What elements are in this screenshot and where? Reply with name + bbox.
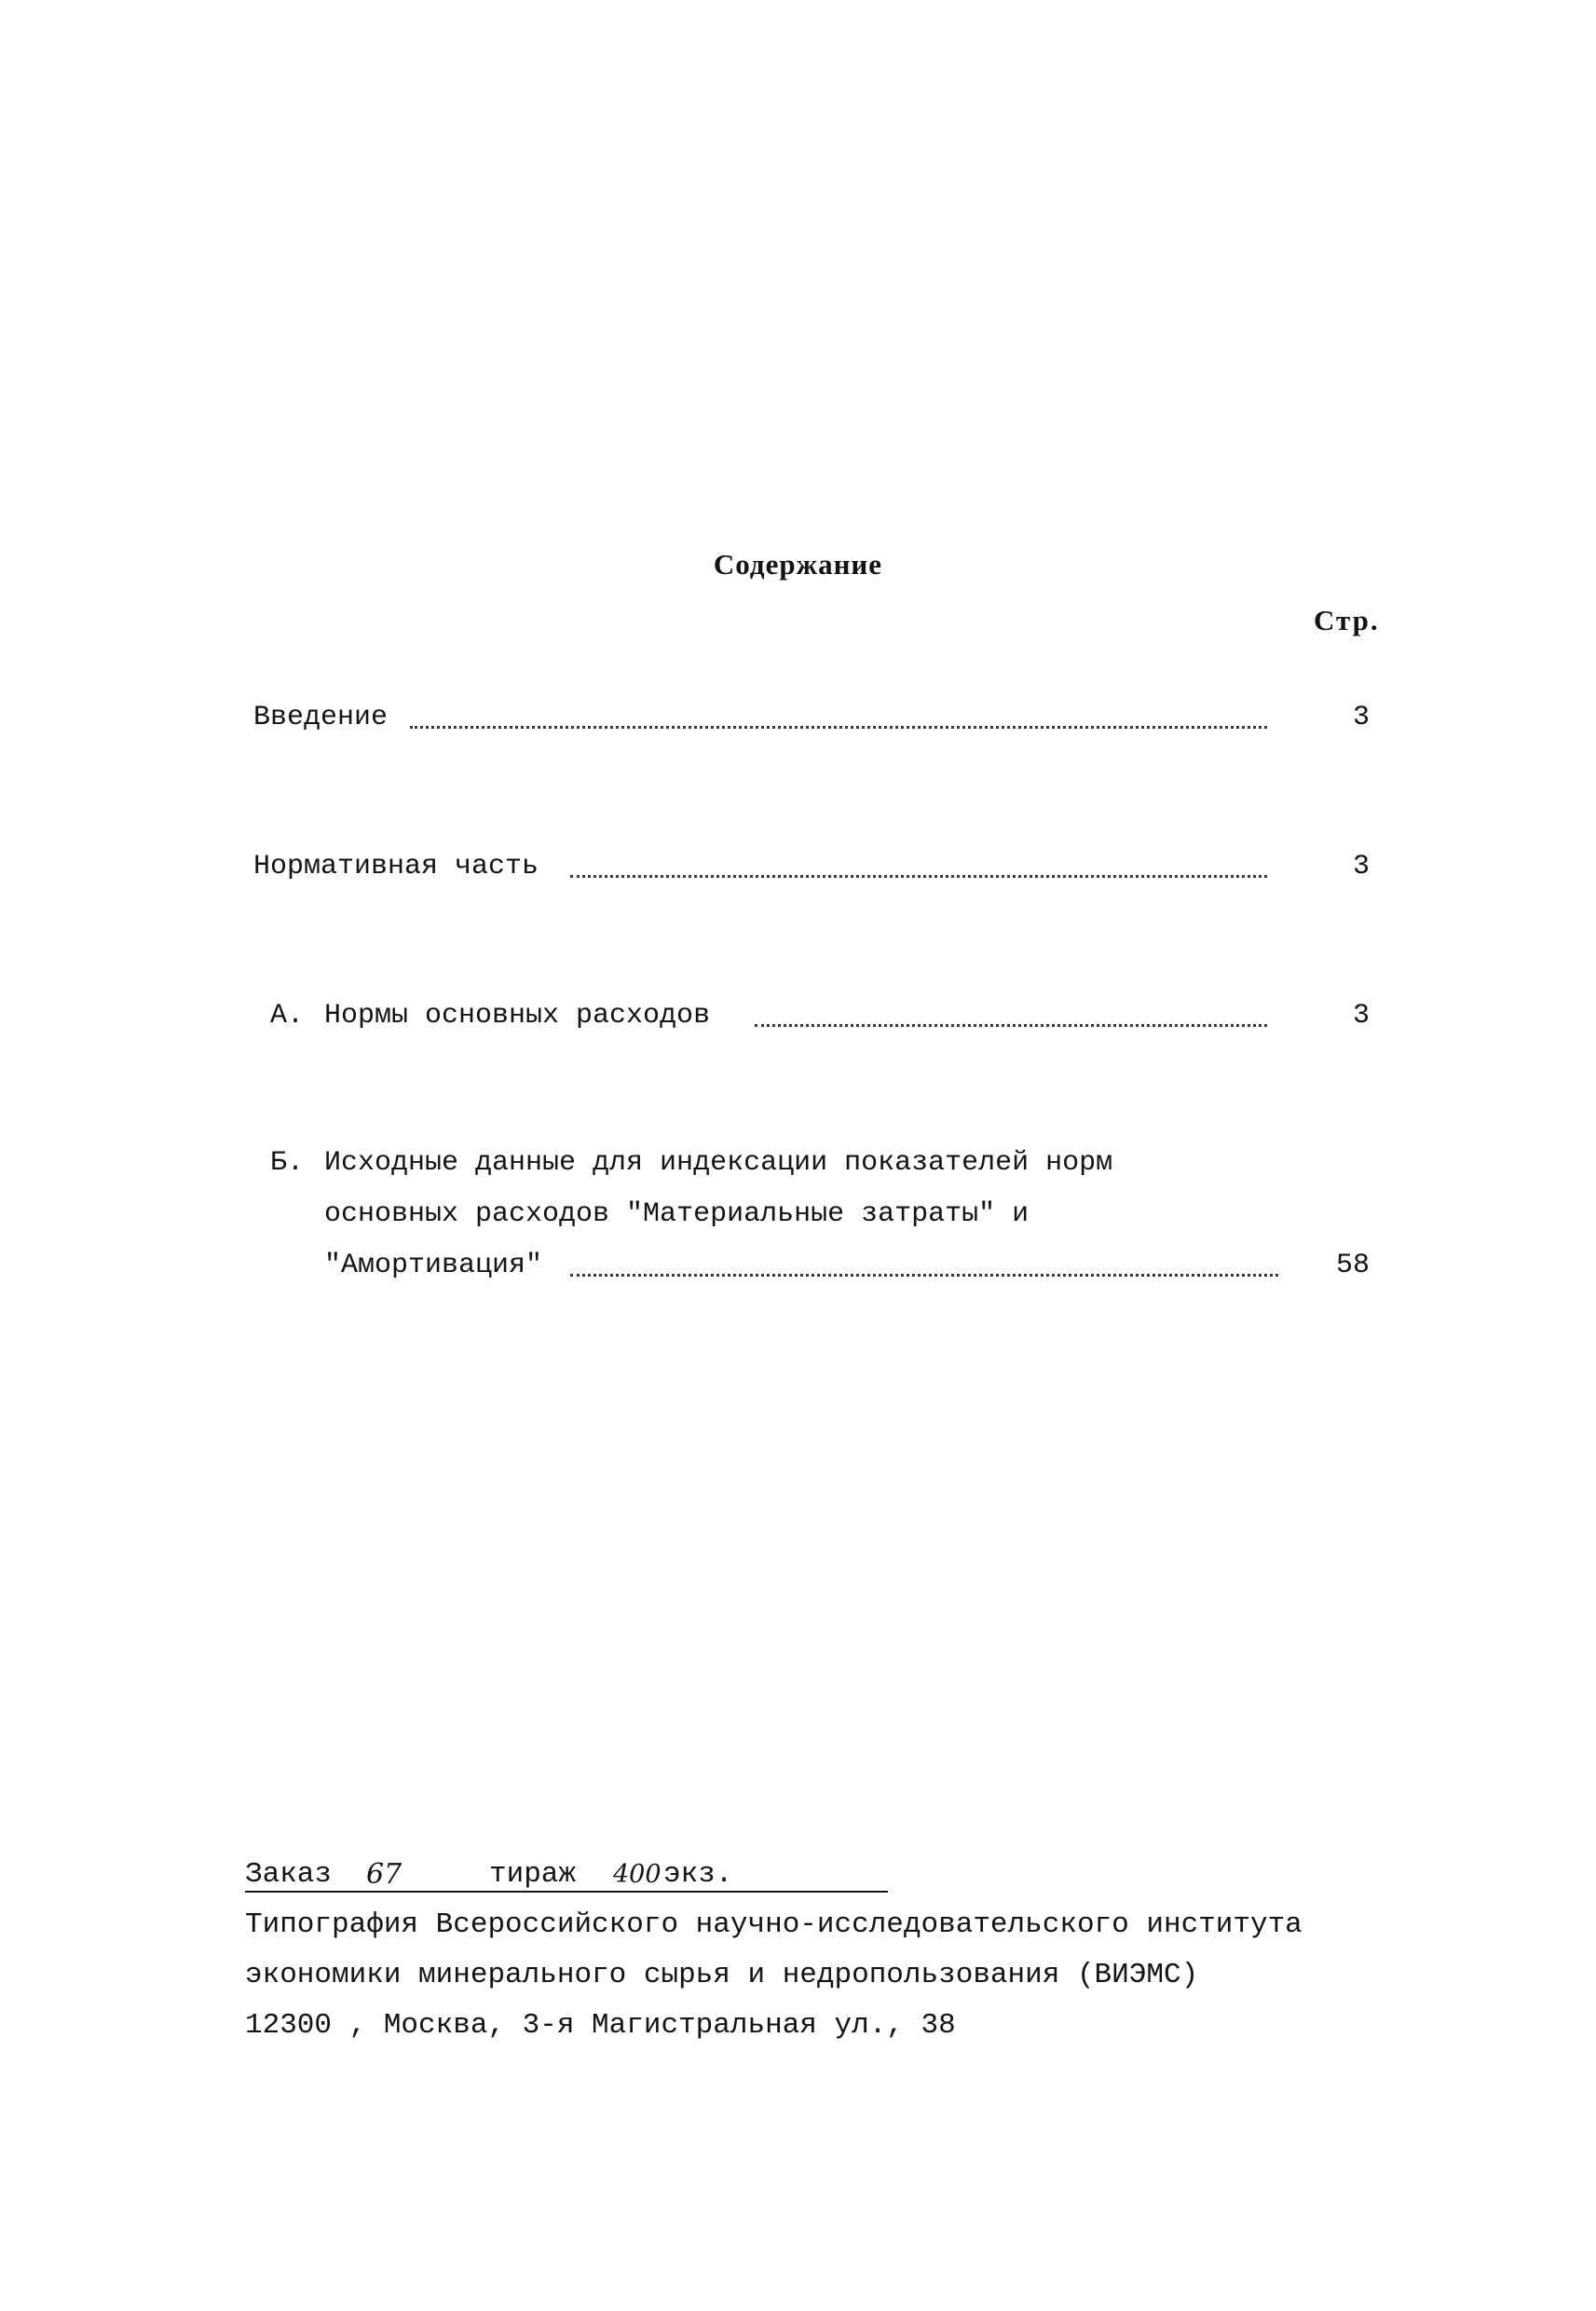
toc-entry-label: Нормы основных расходов	[324, 1000, 711, 1032]
toc-entry-label: Введение	[253, 702, 389, 733]
imprint-block	[245, 1850, 1303, 2051]
toc-entry-letter: Б.	[270, 1147, 305, 1179]
toc-leader-dots	[570, 875, 1267, 878]
toc-leader-dots	[570, 1274, 1278, 1277]
toc-entry-label: Нормативная часть	[253, 851, 539, 882]
imprint-line-1: Типография Всероссийского научно-исследовательского института	[245, 1908, 1303, 1941]
toc-leader-dots	[410, 726, 1267, 729]
toc-leader-dots	[755, 1024, 1267, 1027]
print-run-number: 400	[613, 1860, 662, 1889]
print-run-label: тираж	[489, 1858, 577, 1891]
print-run-unit: экз.	[663, 1858, 733, 1891]
toc-entry-line-1: Исходные данные для индексации показателей норм	[324, 1147, 1113, 1179]
order-label: Заказ	[245, 1858, 333, 1891]
toc-entry-letter: А.	[270, 1000, 305, 1032]
imprint-line-3: 12300 , Москва, 3-я Магистральная ул., 38	[245, 2009, 956, 2042]
order-underline	[245, 1891, 888, 1893]
toc-entry-line-2: основных расходов "Материальные затраты" и	[324, 1198, 1030, 1230]
toc-entry-page: 3	[1352, 1000, 1370, 1032]
page-column-header: Стр.	[1314, 604, 1380, 636]
toc-entry-page: 58	[1335, 1250, 1370, 1281]
toc-entry-page: 3	[1352, 702, 1370, 733]
page-title: Содержание	[713, 548, 883, 581]
toc-entry-line-3: "Амортивация"	[324, 1250, 543, 1281]
toc-entry-page: 3	[1352, 851, 1370, 882]
order-number: 67	[366, 1858, 402, 1891]
order-line	[245, 1850, 888, 1900]
imprint-line-2: экономики минерального сырья и недропользования (ВИЭМС)	[245, 1959, 1199, 1991]
